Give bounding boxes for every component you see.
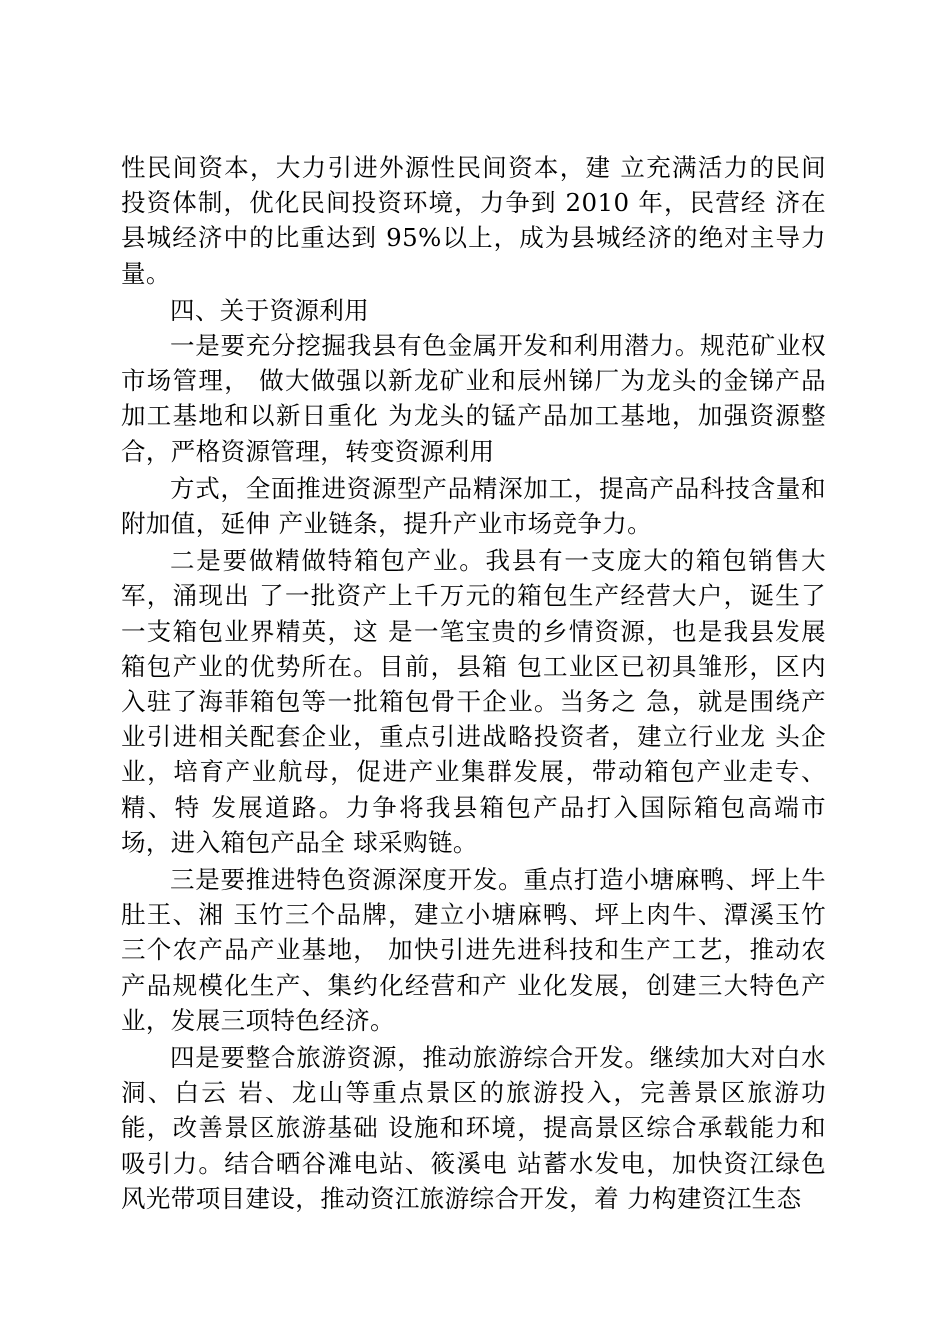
paragraph-deep-processing: 方式，全面推进资源型产品精深加工，提高产品科技含量和附加值，延伸 产业链条，提升产业市场竞争力。 <box>121 473 826 539</box>
paragraph-nonferrous-metals: 一是要充分挖掘我县有色金属开发和利用潜力。规范矿业权市场管理， 做大做强以新龙矿业和辰州锑厂为龙头的金锑产品加工基地和以新日重化 为龙头的锰产品加工基地，加强资源整合，严格资源管理，转变资源利用 <box>121 331 826 466</box>
paragraph-specialty-resources: 三是要推进特色资源深度开发。重点打造小塘麻鸭、坪上牛肚王、湘 玉竹三个品牌，建立小塘麻鸭、坪上肉牛、潭溪玉竹三个农产品产业基地， 加快引进先进科技和生产工艺，推动农产品规模化生产、集约化经营和产 业化发展，创建三大特色产业，发展三项特色经济。 <box>121 865 826 1035</box>
paragraph-luggage-industry: 二是要做精做特箱包产业。我县有一支庞大的箱包销售大军，涌现出 了一批资产上千万元的箱包生产经营大户，诞生了一支箱包业界精英，这 是一笔宝贵的乡情资源，也是我县发展箱包产业的优势所在。目前，县箱 包工业区已初具雏形，区内入驻了海菲箱包等一批箱包骨干企业。当务之 急，就是围绕产业引进相关配套企业，重点引进战略投资者，建立行业龙 头企业，培育产业航母，促进产业集群发展，带动箱包产业走专、精、特 发展道路。力争将我县箱包产品打入国际箱包高端市场，进入箱包产品全 球采购链。 <box>121 546 826 857</box>
section-heading-resource-use: 四、关于资源利用 <box>170 295 370 325</box>
paragraph-private-capital: 性民间资本，大力引进外源性民间资本，建 立充满活力的民间投资体制，优化民间投资环境，力争到 2010 年，民营经 济在县城经济中的比重达到 95%以上，成为县城经济的绝对主导力量。 <box>121 153 826 288</box>
paragraph-tourism-resources: 四是要整合旅游资源，推动旅游综合开发。继续加大对白水洞、白云 岩、龙山等重点景区的旅游投入，完善景区旅游功能，改善景区旅游基础 设施和环境，提高景区综合承载能力和吸引力。结合晒谷滩电站、筱溪电 站蓄水发电，加快资江绿色风光带项目建设，推动资江旅游综合开发，着 力构建资江生态 <box>121 1043 826 1213</box>
document-body <box>121 150 826 1216</box>
